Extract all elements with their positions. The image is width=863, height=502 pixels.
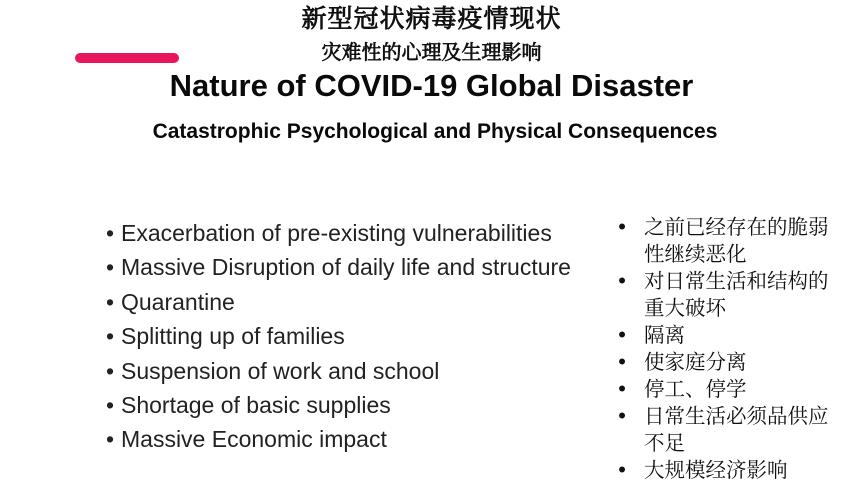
list-item [106,319,571,353]
list-item [106,388,571,422]
list-item-text: 停工、停学 [644,377,747,401]
list-item [614,322,844,349]
bullet-icon: • [106,357,115,384]
list-item [614,214,844,268]
title-english: Nature of COVID-19 Global Disaster [169,68,694,103]
list-item [614,349,844,376]
bullet-icon: • [616,215,629,239]
bullet-icon: • [616,404,629,428]
english-bullet-list [106,216,571,457]
subtitle-chinese: 灾难性的心理及生理影响 [321,40,542,64]
bullet-icon: • [106,391,115,418]
list-item-text: 使家庭分离 [644,350,747,374]
list-item-text: Suspension of work and school [121,357,440,384]
bullet-icon: • [106,288,115,315]
bullet-icon: • [106,254,115,281]
list-item [106,422,571,456]
bullet-icon: • [616,350,629,374]
list-item [614,268,844,322]
bullet-icon: • [616,458,629,482]
list-item [106,216,571,250]
list-item [106,250,571,284]
list-item-text: Quarantine [121,288,235,315]
bullet-icon: • [616,269,629,293]
list-item-text: Massive Economic impact [121,426,387,453]
list-item [614,376,844,403]
bullet-icon: • [106,323,115,350]
subtitle-english: Catastrophic Psychological and Physical Consequences [152,120,718,143]
list-item-text: Splitting up of families [121,323,345,350]
chinese-bullet-list [614,214,844,484]
list-item [614,457,844,484]
list-item-text: Exacerbation of pre-existing vulnerabilities [121,220,552,246]
title-chinese: 新型冠状病毒疫情现状 [301,4,562,33]
list-item-text: 隔离 [644,323,685,347]
list-item-text: Massive Disruption of daily life and structure [121,254,571,281]
list-item-text: 对日常生活和结构的重大破坏 [644,269,829,320]
bullet-icon: • [616,323,629,347]
bullet-icon: • [106,426,115,453]
bullet-icon: • [616,377,629,401]
list-item [614,403,844,457]
list-item [106,354,571,388]
list-item-text: Shortage of basic supplies [121,391,391,418]
list-item-text: 之前已经存在的脆弱性继续恶化 [644,215,829,266]
bullet-icon: • [106,220,115,246]
list-item-text: 日常生活必须品供应不足 [644,404,829,455]
list-item [106,285,571,319]
list-item-text: 大规模经济影响 [644,458,788,482]
